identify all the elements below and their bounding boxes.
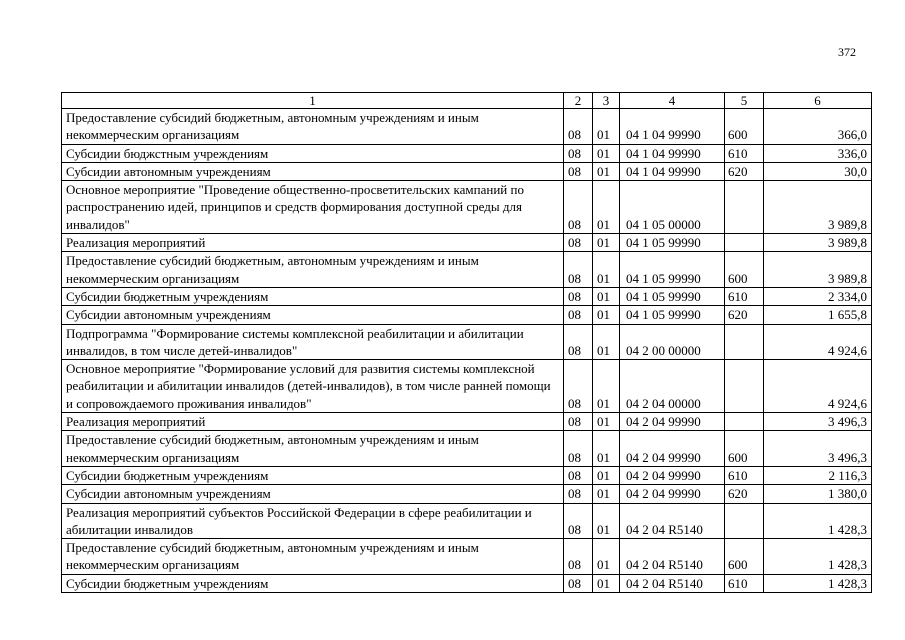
row-subsection-code: 01: [593, 162, 620, 180]
row-subsection-code: 01: [593, 466, 620, 484]
table-body: [62, 109, 872, 593]
row-section-code: 08: [564, 360, 593, 413]
row-expense-type: 610: [725, 287, 764, 305]
row-name: Предоставление субсидий бюджетным, автономным учреждениям и иным некоммерческим организациям: [62, 539, 564, 575]
row-section-code: 08: [564, 431, 593, 467]
row-amount: 4 924,6: [764, 360, 872, 413]
row-amount: 366,0: [764, 109, 872, 145]
table-row: [62, 485, 872, 503]
row-amount: 336,0: [764, 144, 872, 162]
row-section-code: 08: [564, 234, 593, 252]
row-amount: 3 989,8: [764, 181, 872, 234]
table-row: [62, 181, 872, 234]
table-row: [62, 503, 872, 539]
row-amount: 1 428,3: [764, 539, 872, 575]
row-amount: 3 496,3: [764, 431, 872, 467]
row-subsection-code: 01: [593, 360, 620, 413]
row-section-code: 08: [564, 109, 593, 145]
table-row: [62, 324, 872, 360]
row-subsection-code: 01: [593, 109, 620, 145]
table-row: [62, 431, 872, 467]
row-target-article: 04 2 04 99990: [620, 466, 725, 484]
row-name: Субсидии автономным учреждениям: [62, 162, 564, 180]
row-target-article: 04 2 04 R5140: [620, 539, 725, 575]
row-section-code: 08: [564, 503, 593, 539]
table-row: [62, 306, 872, 324]
row-section-code: 08: [564, 287, 593, 305]
row-section-code: 08: [564, 539, 593, 575]
row-target-article: 04 1 04 99990: [620, 162, 725, 180]
row-expense-type: 600: [725, 431, 764, 467]
row-expense-type: 610: [725, 574, 764, 592]
row-target-article: 04 1 04 99990: [620, 109, 725, 145]
table-row: [62, 413, 872, 431]
row-target-article: 04 1 05 00000: [620, 181, 725, 234]
table-row: [62, 252, 872, 288]
row-section-code: 08: [564, 252, 593, 288]
row-expense-type: [725, 413, 764, 431]
row-amount: 1 428,3: [764, 574, 872, 592]
row-expense-type: 610: [725, 466, 764, 484]
header-col-1: 1: [62, 93, 564, 109]
page-number: 372: [838, 45, 856, 59]
row-section-code: 08: [564, 181, 593, 234]
table-row: [62, 360, 872, 413]
row-section-code: 08: [564, 574, 593, 592]
header-col-5: 5: [725, 93, 764, 109]
row-amount: 1 655,8: [764, 306, 872, 324]
row-target-article: 04 1 05 99990: [620, 234, 725, 252]
row-subsection-code: 01: [593, 252, 620, 288]
row-expense-type: [725, 503, 764, 539]
row-target-article: 04 1 05 99990: [620, 306, 725, 324]
row-target-article: 04 2 00 00000: [620, 324, 725, 360]
row-expense-type: 620: [725, 485, 764, 503]
row-subsection-code: 01: [593, 181, 620, 234]
row-amount: 2 116,3: [764, 466, 872, 484]
row-name: Предоставление субсидий бюджетным, автономным учреждениям и иным некоммерческим организациям: [62, 431, 564, 467]
row-name: Субсидии автономным учреждениям: [62, 306, 564, 324]
row-expense-type: [725, 360, 764, 413]
row-amount: 2 334,0: [764, 287, 872, 305]
row-subsection-code: 01: [593, 485, 620, 503]
row-target-article: 04 1 05 99990: [620, 287, 725, 305]
row-subsection-code: 01: [593, 413, 620, 431]
row-name: Субсидии автономным учреждениям: [62, 485, 564, 503]
row-name: Субсидии бюджетным учреждениям: [62, 287, 564, 305]
row-expense-type: 620: [725, 162, 764, 180]
row-amount: 3 496,3: [764, 413, 872, 431]
table-row: [62, 466, 872, 484]
row-expense-type: [725, 234, 764, 252]
row-expense-type: [725, 324, 764, 360]
row-section-code: 08: [564, 144, 593, 162]
row-amount: 4 924,6: [764, 324, 872, 360]
row-subsection-code: 01: [593, 144, 620, 162]
row-subsection-code: 01: [593, 324, 620, 360]
header-col-2: 2: [564, 93, 593, 109]
row-amount: 3 989,8: [764, 252, 872, 288]
row-amount: 30,0: [764, 162, 872, 180]
row-expense-type: 600: [725, 252, 764, 288]
header-col-3: 3: [593, 93, 620, 109]
row-subsection-code: 01: [593, 306, 620, 324]
row-name: Основное мероприятие "Формирование условий для развития системы комплексной реабилитации и абилитации инвалидов (детей-инвалидов), в том числе ранней помощи и сопровождаемого проживания инвалидов": [62, 360, 564, 413]
row-section-code: 08: [564, 466, 593, 484]
row-section-code: 08: [564, 324, 593, 360]
row-amount: 1 428,3: [764, 503, 872, 539]
row-target-article: 04 2 04 99990: [620, 413, 725, 431]
row-section-code: 08: [564, 485, 593, 503]
row-expense-type: 620: [725, 306, 764, 324]
row-name: Подпрограмма "Формирование системы комплексной реабилитации и абилитации инвалидов, в том числе детей-инвалидов": [62, 324, 564, 360]
row-expense-type: 600: [725, 109, 764, 145]
budget-table: [61, 92, 872, 593]
row-target-article: 04 2 04 99990: [620, 485, 725, 503]
row-subsection-code: 01: [593, 539, 620, 575]
row-name: Реализация мероприятий субъектов Российской Федерации в сфере реабилитации и абилитации инвалидов: [62, 503, 564, 539]
table-row: [62, 539, 872, 575]
row-amount: 3 989,8: [764, 234, 872, 252]
row-subsection-code: 01: [593, 574, 620, 592]
row-name: Субсидии бюджстным учреждениям: [62, 144, 564, 162]
row-target-article: 04 2 04 00000: [620, 360, 725, 413]
row-section-code: 08: [564, 413, 593, 431]
row-subsection-code: 01: [593, 287, 620, 305]
row-name: Субсидии бюджетным учреждениям: [62, 574, 564, 592]
header-col-4: 4: [620, 93, 725, 109]
row-subsection-code: 01: [593, 431, 620, 467]
row-section-code: 08: [564, 306, 593, 324]
row-amount: 1 380,0: [764, 485, 872, 503]
row-section-code: 08: [564, 162, 593, 180]
row-name: Реализация мероприятий: [62, 234, 564, 252]
row-target-article: 04 2 04 99990: [620, 431, 725, 467]
table-row: [62, 234, 872, 252]
table-row: [62, 109, 872, 145]
row-target-article: 04 1 05 99990: [620, 252, 725, 288]
row-expense-type: 600: [725, 539, 764, 575]
table-row: [62, 574, 872, 592]
header-row: [62, 93, 872, 109]
row-name: Предоставление субсидий бюджетным, автономным учреждениям и иным некоммерческим организациям: [62, 252, 564, 288]
row-name: Реализация мероприятий: [62, 413, 564, 431]
row-expense-type: 610: [725, 144, 764, 162]
header-col-6: 6: [764, 93, 872, 109]
row-target-article: 04 1 04 99990: [620, 144, 725, 162]
table-row: [62, 162, 872, 180]
row-name: Основное мероприятие "Проведение общественно-просветительских кампаний по распространению идей, принципов и средств формирования доступной среды для инвалидов": [62, 181, 564, 234]
row-name: Субсидии бюджетным учреждениям: [62, 466, 564, 484]
row-expense-type: [725, 181, 764, 234]
table-row: [62, 287, 872, 305]
row-target-article: 04 2 04 R5140: [620, 503, 725, 539]
row-subsection-code: 01: [593, 503, 620, 539]
row-name: Предоставление субсидий бюджетным, автономным учреждениям и иным некоммерческим организациям: [62, 109, 564, 145]
row-target-article: 04 2 04 R5140: [620, 574, 725, 592]
row-subsection-code: 01: [593, 234, 620, 252]
table-row: [62, 144, 872, 162]
